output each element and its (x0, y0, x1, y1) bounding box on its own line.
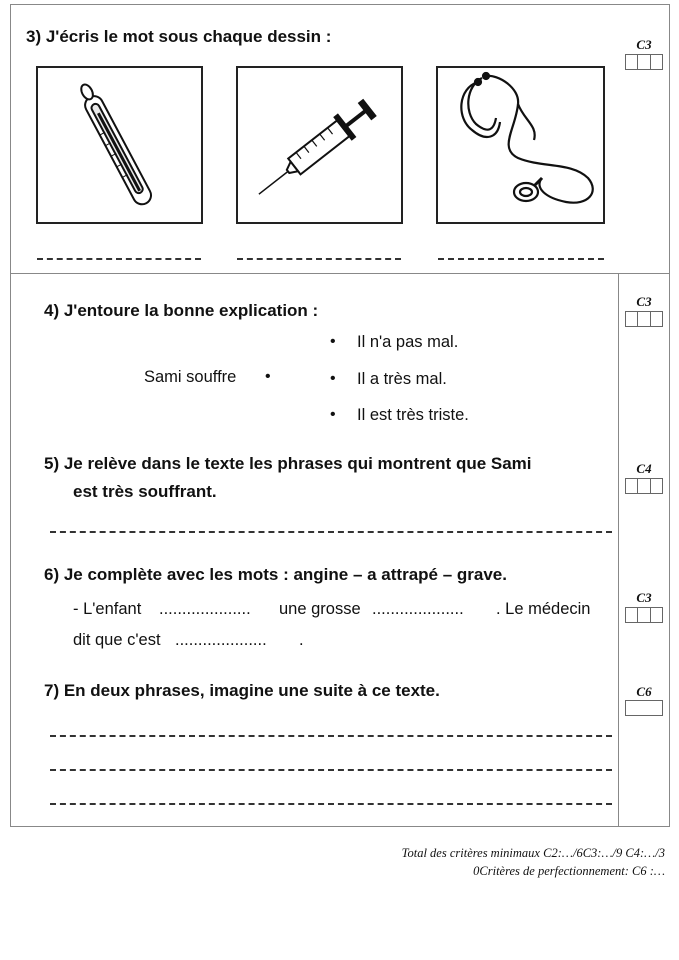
blank-1[interactable]: .................... (159, 600, 251, 618)
question-3: 3) J'écris le mot sous chaque dessin : (26, 27, 332, 46)
answer-line-q5[interactable] (50, 531, 612, 533)
question-4: 4) J'entoure la bonne explication : (44, 301, 319, 320)
criteria-column-divider (618, 273, 619, 827)
criterion-label-c4: C4 (636, 461, 652, 476)
question-5-line2: est très souffrant. (73, 482, 217, 501)
criterion-label-c6: C6 (636, 684, 652, 699)
answer-line-q7[interactable] (50, 769, 612, 771)
criterion-label-c3: C3 (636, 590, 652, 605)
option-3[interactable]: Il est très triste. (357, 406, 469, 424)
criterion-label-c3: C3 (636, 37, 652, 52)
question-6: 6) Je complète avec les mots : angine – a attrapé – grave. (44, 565, 507, 584)
question-7: 7) En deux phrases, imagine une suite à ce texte. (44, 681, 440, 700)
criterion-score-box[interactable] (625, 478, 663, 494)
option-1[interactable]: Il n'a pas mal. (357, 333, 459, 351)
subject-text: Sami souffre (144, 368, 237, 386)
criterion-score-box[interactable] (625, 700, 663, 716)
thermometer-icon (38, 68, 201, 222)
stethoscope-icon (438, 68, 603, 222)
fill-sentence-part: dit que c'est (73, 631, 161, 649)
section-divider (10, 273, 670, 274)
criterion-score-box[interactable] (625, 607, 663, 623)
picture-syringe (236, 66, 403, 224)
answer-line-stethoscope[interactable] (438, 258, 604, 260)
footer-perfection: 0Critères de perfectionnement: C6 :… (473, 864, 665, 878)
option-bullet: • (330, 406, 336, 423)
answer-line-q7[interactable] (50, 735, 612, 737)
answer-line-q7[interactable] (50, 803, 612, 805)
picture-thermometer (36, 66, 203, 224)
question-5-line1: 5) Je relève dans le texte les phrases qui montrent que Sami (44, 454, 532, 473)
fill-sentence-part: - L'enfant (73, 600, 142, 618)
picture-stethoscope (436, 66, 605, 224)
answer-line-thermometer[interactable] (37, 258, 201, 260)
fill-sentence-part: . (299, 631, 304, 649)
criterion-score-box[interactable] (625, 311, 663, 327)
syringe-icon (238, 68, 401, 222)
criterion-label-c3: C3 (636, 294, 652, 309)
footer-total-minimal: Total des critères minimaux C2:…/6C3:…/9 C4:…/3 (401, 846, 665, 860)
option-bullet: • (330, 333, 336, 350)
fill-sentence-part: . Le médecin (496, 600, 591, 618)
subject-bullet: • (265, 368, 271, 385)
blank-2[interactable]: .................... (372, 600, 464, 618)
blank-3[interactable]: .................... (175, 631, 267, 649)
option-bullet: • (330, 370, 336, 387)
option-2[interactable]: Il a très mal. (357, 370, 447, 388)
fill-sentence-part: une grosse (279, 600, 361, 618)
criterion-score-box[interactable] (625, 54, 663, 70)
answer-line-syringe[interactable] (237, 258, 401, 260)
